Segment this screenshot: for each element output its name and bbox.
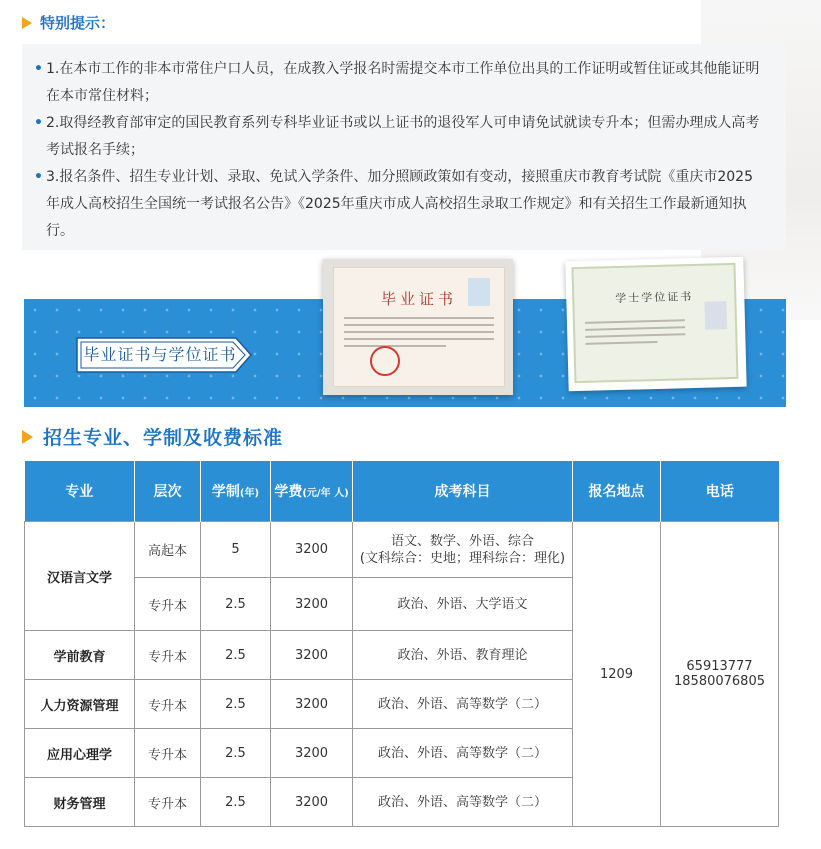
notice-text: 2.取得经教育部审定的国民教育系列专科毕业证书或以上证书的退役军人可申请免试就读专升本；但需办理成人高考考试报名手续； (46, 115, 760, 158)
graduation-certificate-image (323, 259, 513, 395)
subjects-cell: 政治、外语、大学语文 (353, 578, 573, 631)
subjects-cell: 语文、数学、外语、综合 (文科综合：史地；理科综合：理化) (353, 522, 573, 578)
notice-title: 特别提示： (40, 14, 116, 32)
banner-label-text: 毕业证书与学位证书 (83, 345, 237, 364)
notice-text: 3.报名条件、招生专业计划、录取、免试入学条件、加分照顾政策如有变动，接照重庆市教育考试院《重庆市2025年成人高校招生全国统一考试报名公告》《2025年重庆市成人高校招生录取工作规定》和有关招生工作最新通知执行。 (46, 169, 753, 239)
header-phone: 电话 (661, 461, 779, 522)
table-header-row (25, 461, 779, 522)
notice-box (22, 44, 786, 250)
bullet-icon: • (34, 61, 43, 77)
table-row (25, 522, 779, 578)
fee-cell: 3200 (271, 729, 353, 778)
bullet-icon: • (34, 115, 43, 131)
duration-cell: 2.5 (201, 729, 271, 778)
major-cell: 人力资源管理 (25, 680, 135, 729)
photo-placeholder (468, 278, 490, 306)
cert1-title: 毕业证书 (380, 290, 457, 308)
degree-certificate-image (565, 257, 746, 392)
subjects-cell: 政治、外语、教育理论 (353, 631, 573, 680)
fee-cell: 3200 (271, 522, 353, 578)
triangle-icon (22, 17, 32, 29)
notice-header (22, 12, 115, 33)
triangle-icon (22, 430, 33, 444)
duration-cell: 2.5 (201, 680, 271, 729)
fee-cell: 3200 (271, 631, 353, 680)
seal-icon (370, 346, 400, 376)
section-header (22, 423, 283, 450)
photo-placeholder (704, 301, 727, 330)
level-cell: 高起本 (135, 522, 201, 578)
level-cell: 专升本 (135, 778, 201, 827)
notice-item (34, 164, 766, 245)
fee-cell: 3200 (271, 578, 353, 631)
phone-cell: 65913777 18580076805 (661, 522, 779, 827)
notice-item (34, 56, 766, 110)
notice-text: 1.在本市工作的非本市常住户口人员，在成教入学报名时需提交本市工作单位出具的工作证明或暂住证或其他能证明在本市常住材料； (46, 61, 760, 104)
header-fee: 学费(元/年 人) (271, 461, 353, 522)
bullet-icon: • (34, 169, 43, 185)
subjects-cell: 政治、外语、高等数学（二） (353, 778, 573, 827)
major-cell: 财务管理 (25, 778, 135, 827)
header-major: 专业 (25, 461, 135, 522)
duration-cell: 5 (201, 522, 271, 578)
level-cell: 专升本 (135, 631, 201, 680)
major-cell: 应用心理学 (25, 729, 135, 778)
banner-label (76, 337, 252, 373)
duration-cell: 2.5 (201, 578, 271, 631)
duration-cell: 2.5 (201, 778, 271, 827)
header-duration: 学制(年) (201, 461, 271, 522)
fee-cell: 3200 (271, 778, 353, 827)
subjects-cell: 政治、外语、高等数学（二） (353, 680, 573, 729)
header-level: 层次 (135, 461, 201, 522)
enrollment-table (24, 461, 779, 827)
section-title: 招生专业、学制及收费标准 (43, 427, 284, 449)
major-cell: 汉语言文学 (25, 522, 135, 631)
notice-item (34, 110, 766, 164)
cert2-title: 学士学位证书 (615, 290, 694, 306)
location-cell: 1209 (573, 522, 661, 827)
level-cell: 专升本 (135, 578, 201, 631)
duration-cell: 2.5 (201, 631, 271, 680)
subjects-cell: 政治、外语、高等数学（二） (353, 729, 573, 778)
major-cell: 学前教育 (25, 631, 135, 680)
header-subjects: 成考科目 (353, 461, 573, 522)
level-cell: 专升本 (135, 729, 201, 778)
level-cell: 专升本 (135, 680, 201, 729)
header-location: 报名地点 (573, 461, 661, 522)
fee-cell: 3200 (271, 680, 353, 729)
